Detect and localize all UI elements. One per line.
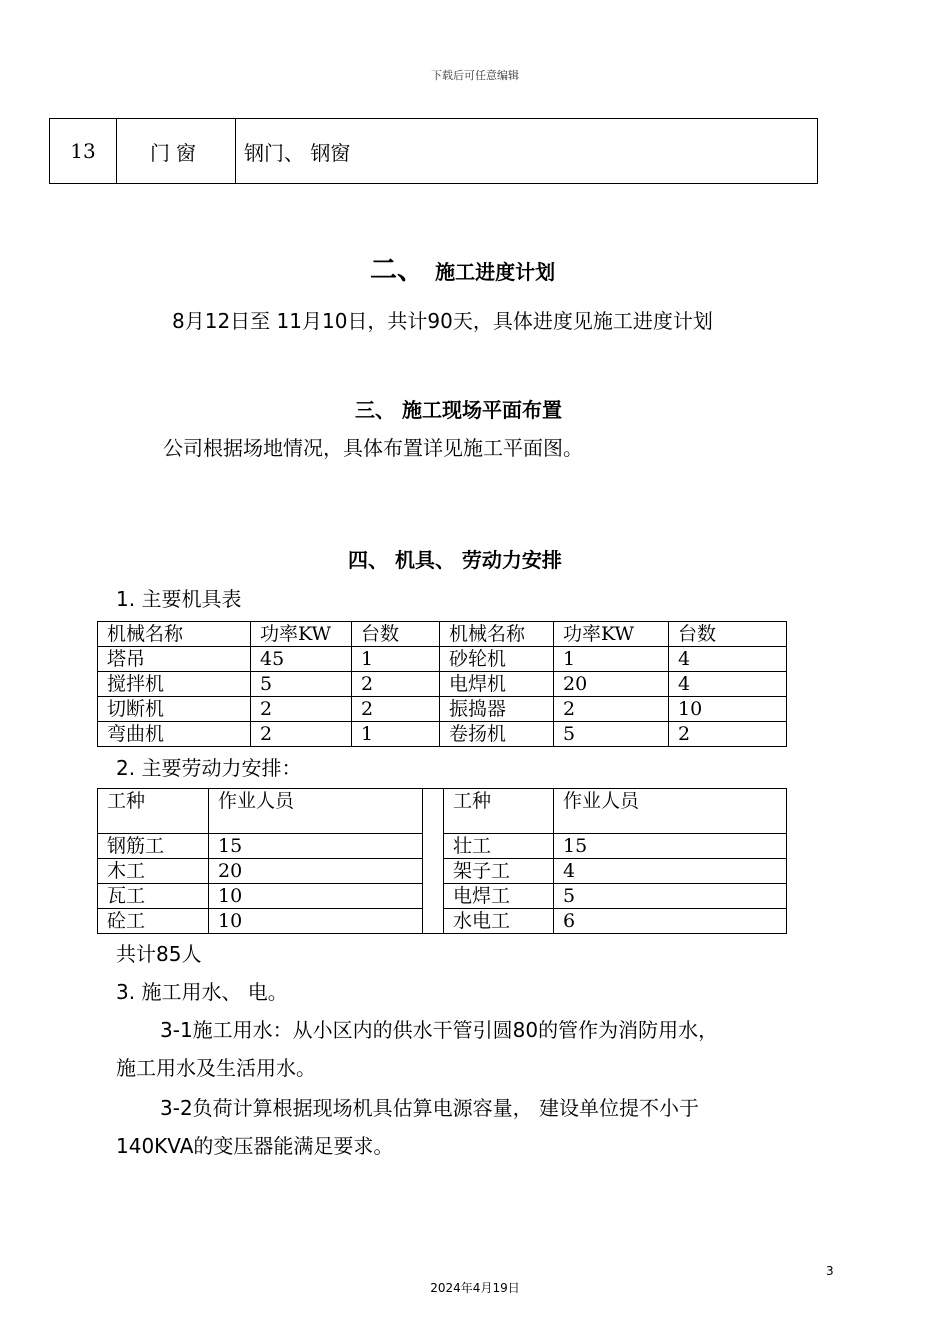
item-desc: 钢门、 钢窗	[236, 119, 818, 184]
header-cell: 作业人员	[554, 789, 787, 834]
machines-table	[97, 621, 787, 747]
top-table	[49, 118, 818, 184]
table-cell: 切断机	[98, 697, 251, 722]
labor-table	[97, 788, 787, 934]
water-paragraph-1-line-1: 3-1施工用水：从小区内的供水干管引圆80的管作为消防用水，	[160, 1018, 719, 1042]
table-header-row	[98, 789, 787, 834]
header-cell: 台数	[669, 622, 787, 647]
table-gap	[423, 859, 444, 884]
table-cell: 塔吊	[98, 647, 251, 672]
table-cell: 钢筋工	[98, 834, 209, 859]
water-paragraph-1-line-2: 施工用水及生活用水。	[116, 1056, 316, 1080]
table-cell: 电焊工	[444, 884, 554, 909]
table-cell: 1	[554, 647, 669, 672]
table-cell: 15	[209, 834, 423, 859]
section-2-number: 二、	[370, 255, 424, 286]
table-gap	[423, 834, 444, 859]
table-cell: 5	[251, 672, 352, 697]
table-cell: 木工	[98, 859, 209, 884]
table-row	[98, 647, 787, 672]
table-cell: 5	[554, 722, 669, 747]
table-row	[50, 119, 818, 184]
page-header: 下载后可任意编辑	[431, 69, 519, 82]
table-cell: 2	[251, 697, 352, 722]
table-row	[98, 909, 787, 934]
table-header-row	[98, 622, 787, 647]
table-cell: 15	[554, 834, 787, 859]
table-cell: 5	[554, 884, 787, 909]
table-cell: 砼工	[98, 909, 209, 934]
table-cell: 弯曲机	[98, 722, 251, 747]
table-cell: 架子工	[444, 859, 554, 884]
footer-date: 2024年4月19日	[430, 1281, 520, 1295]
table-cell: 20	[554, 672, 669, 697]
table-cell: 10	[669, 697, 787, 722]
section-2-title: 施工进度计划	[435, 260, 556, 284]
header-cell: 工种	[444, 789, 554, 834]
header-cell: 机械名称	[440, 622, 554, 647]
table-cell: 10	[209, 909, 423, 934]
table-row	[98, 697, 787, 722]
table-cell: 振捣器	[440, 697, 554, 722]
table-cell: 壮工	[444, 834, 554, 859]
table-row	[98, 722, 787, 747]
table-cell: 2	[669, 722, 787, 747]
table-gap	[423, 884, 444, 909]
table-cell: 卷扬机	[440, 722, 554, 747]
page-number: 3	[826, 1264, 834, 1278]
labor-total: 共计85人	[116, 942, 202, 966]
power-paragraph-line-2: 140KVA的变压器能满足要求。	[116, 1134, 394, 1158]
header-cell: 台数	[352, 622, 440, 647]
table-row	[98, 859, 787, 884]
table-row	[98, 834, 787, 859]
labor-caption: 2. 主要劳动力安排：	[116, 756, 302, 780]
machines-caption: 1. 主要机具表	[116, 587, 242, 611]
table-cell: 6	[554, 909, 787, 934]
table-cell: 水电工	[444, 909, 554, 934]
table-row	[98, 884, 787, 909]
section-2-heading	[370, 248, 555, 287]
item-name: 门窗	[117, 119, 236, 184]
table-cell: 4	[669, 672, 787, 697]
table-cell: 1	[352, 647, 440, 672]
table-cell: 2	[251, 722, 352, 747]
header-cell: 功率KW	[251, 622, 352, 647]
layout-text: 公司根据场地情况，具体布置详见施工平面图。	[163, 436, 583, 460]
table-cell: 10	[209, 884, 423, 909]
table-cell: 20	[209, 859, 423, 884]
power-paragraph-line-1: 3-2负荷计算根据现场机具估算电源容量， 建设单位提不小于	[160, 1096, 700, 1120]
header-cell: 机械名称	[98, 622, 251, 647]
table-cell: 45	[251, 647, 352, 672]
table-cell: 1	[352, 722, 440, 747]
header-cell: 功率KW	[554, 622, 669, 647]
header-cell: 工种	[98, 789, 209, 834]
schedule-text: 8月12日至 11月10日，共计90天，具体进度见施工进度计划	[172, 309, 713, 333]
table-cell: 电焊机	[440, 672, 554, 697]
table-gap	[423, 789, 444, 834]
table-row	[98, 672, 787, 697]
table-cell: 2	[352, 697, 440, 722]
water-caption: 3. 施工用水、 电。	[116, 980, 288, 1004]
table-cell: 4	[669, 647, 787, 672]
table-cell: 瓦工	[98, 884, 209, 909]
table-cell: 2	[352, 672, 440, 697]
table-cell: 砂轮机	[440, 647, 554, 672]
table-cell: 搅拌机	[98, 672, 251, 697]
section-3-heading: 三、 施工现场平面布置	[355, 398, 562, 422]
table-cell: 2	[554, 697, 669, 722]
table-cell: 4	[554, 859, 787, 884]
row-number: 13	[50, 119, 117, 184]
table-gap	[423, 909, 444, 934]
section-4-heading: 四、 机具、 劳动力安排	[348, 548, 562, 572]
header-cell: 作业人员	[209, 789, 423, 834]
